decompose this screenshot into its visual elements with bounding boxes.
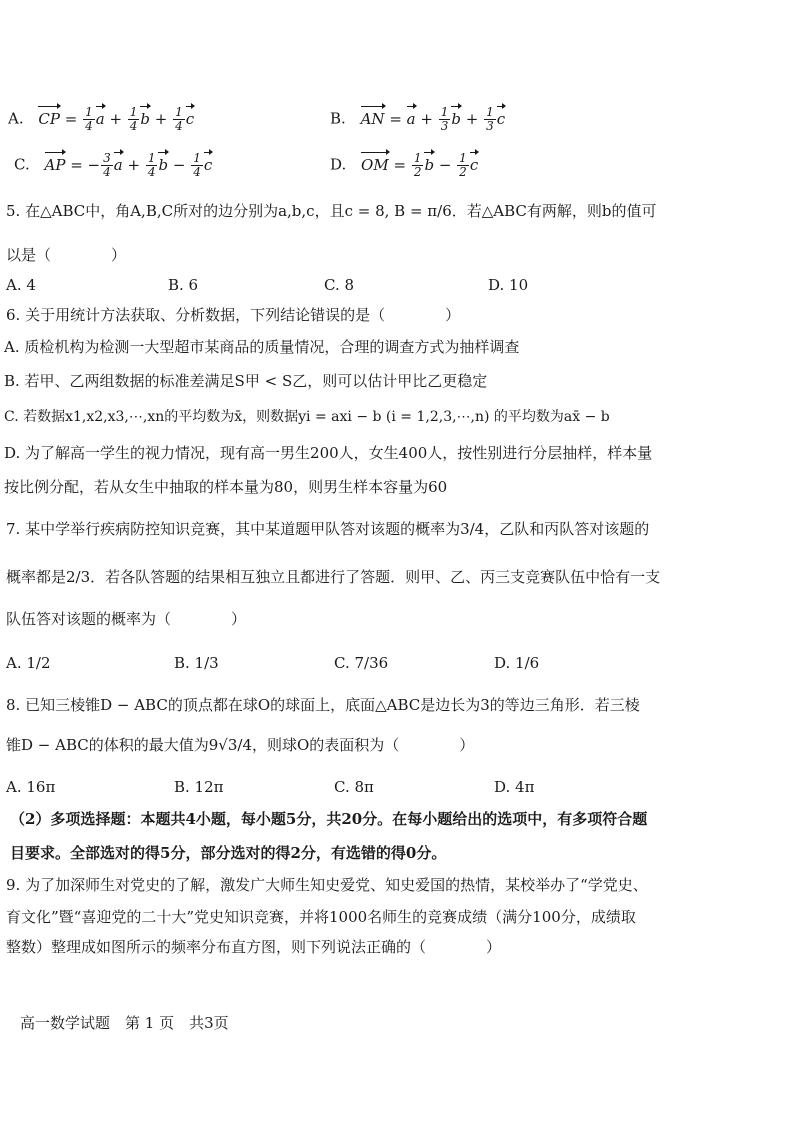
vector-expr: CP = $\frac{1}{4}$ a + $\frac{1}{4}$ b + $\frac{1}{4}$ c [38, 105, 195, 133]
q9-stem-line2: 育文化”暨“喜迎党的二十大”党史知识竞赛，并将1000名师生的竞赛成绩（满分100分，成绩取 [6, 908, 636, 926]
q5-option-d: D. 10 [488, 276, 529, 294]
q7-option-a: A. 1/2 [6, 654, 51, 672]
q5-stem-line1: 5. 在△ABC中，角A,B,C所对的边分别为a,b,c，且c = 8, B = π/6．若△ABC有两解，则b的值可 [6, 202, 657, 220]
vector-expr: OM = $\frac{1}{2}$ b − $\frac{1}{2}$ c [361, 151, 479, 179]
q5-option-c: C. 8 [324, 276, 355, 294]
q5-option-a: A. 4 [6, 276, 36, 294]
page-footer: 高一数学试题 第 1 页 共3页 [20, 1014, 229, 1032]
q8-stem-line2: 锥D − ABC的体积的最大值为9√3/4，则球O的表面积为（ ） [6, 736, 475, 754]
q7-option-d: D. 1/6 [494, 654, 540, 672]
q4-option-a [8, 106, 194, 133]
option-label: B. [330, 109, 346, 128]
q7-stem-line1: 7. 某中学举行疾病防控知识竞赛，其中某道题甲队答对该题的概率为3/4，乙队和丙队答对该题的 [6, 520, 650, 538]
q6-option-d-line2: 按比例分配，若从女生中抽取的样本量为80，则男生样本容量为60 [4, 478, 448, 496]
q8-option-d: D. 4π [494, 778, 535, 796]
vector-expr: AP = − $\frac{3}{4}$ a + $\frac{1}{4}$ b − $\frac{1}{4}$ c [44, 151, 213, 179]
q8-option-c: C. 8π [334, 778, 374, 796]
q7-option-c: C. 7/36 [334, 654, 389, 672]
q6-option-d-line1: D. 为了解高一学生的视力情况，现有高一男生200人，女生400人，按性别进行分层抽样，样本量 [4, 444, 653, 462]
q7-option-b: B. 1/3 [174, 654, 219, 672]
q7-stem-line3: 队伍答对该题的概率为（ ） [6, 610, 247, 628]
section2-heading-line2: 目要求。全部选对的得5分，部分选对的得2分，有选错的得0分。 [10, 844, 447, 862]
q9-stem-line3: 整数）整理成如图所示的频率分布直方图，则下列说法正确的（ ） [6, 938, 502, 956]
q9-stem-line1: 9. 为了加深师生对党史的了解，激发广大师生知史爱党、知史爱国的热情，某校举办了“学党史、 [6, 876, 648, 894]
q8-option-b: B. 12π [174, 778, 224, 796]
q7-stem-line2: 概率都是2/3．若各队答题的结果相互独立且都进行了答题．则甲、乙、丙三支竞赛队伍中恰有一支 [6, 568, 661, 586]
option-label: D. [330, 155, 347, 174]
q8-stem-line1: 8. 已知三棱锥D − ABC的顶点都在球O的球面上，底面△ABC是边长为3的等边三角形．若三棱 [6, 696, 640, 714]
q8-option-a: A. 16π [6, 778, 56, 796]
q6-option-c: C. 若数据x1,x2,x3,⋯,xn的平均数为x̄，则数据yi = axi − b (i = 1,2,3,⋯,n) 的平均数为ax̄ − b [4, 409, 610, 425]
vector-expr: AN = a + $\frac{1}{3}$ b + $\frac{1}{3}$ c [360, 105, 506, 133]
q5-stem-line2: 以是（ ） [6, 246, 127, 264]
option-label: A. [8, 109, 24, 128]
q5-option-b: B. 6 [168, 276, 199, 294]
q4-option-b [330, 106, 505, 133]
q4-option-d [330, 152, 478, 179]
option-label: C. [14, 155, 30, 174]
q6-option-a: A. 质检机构为检测一大型超市某商品的质量情况，合理的调查方式为抽样调查 [4, 338, 520, 356]
section2-heading-line1: （2）多项选择题：本题共4小题，每小题5分，共20分。在每小题给出的选项中，有多项符合题 [10, 810, 648, 828]
q6-stem: 6. 关于用统计方法获取、分析数据，下列结论错误的是（ ） [6, 306, 461, 324]
q6-option-b: B. 若甲、乙两组数据的标准差满足S甲 < S乙，则可以估计甲比乙更稳定 [4, 372, 488, 390]
q4-option-c [14, 152, 212, 179]
